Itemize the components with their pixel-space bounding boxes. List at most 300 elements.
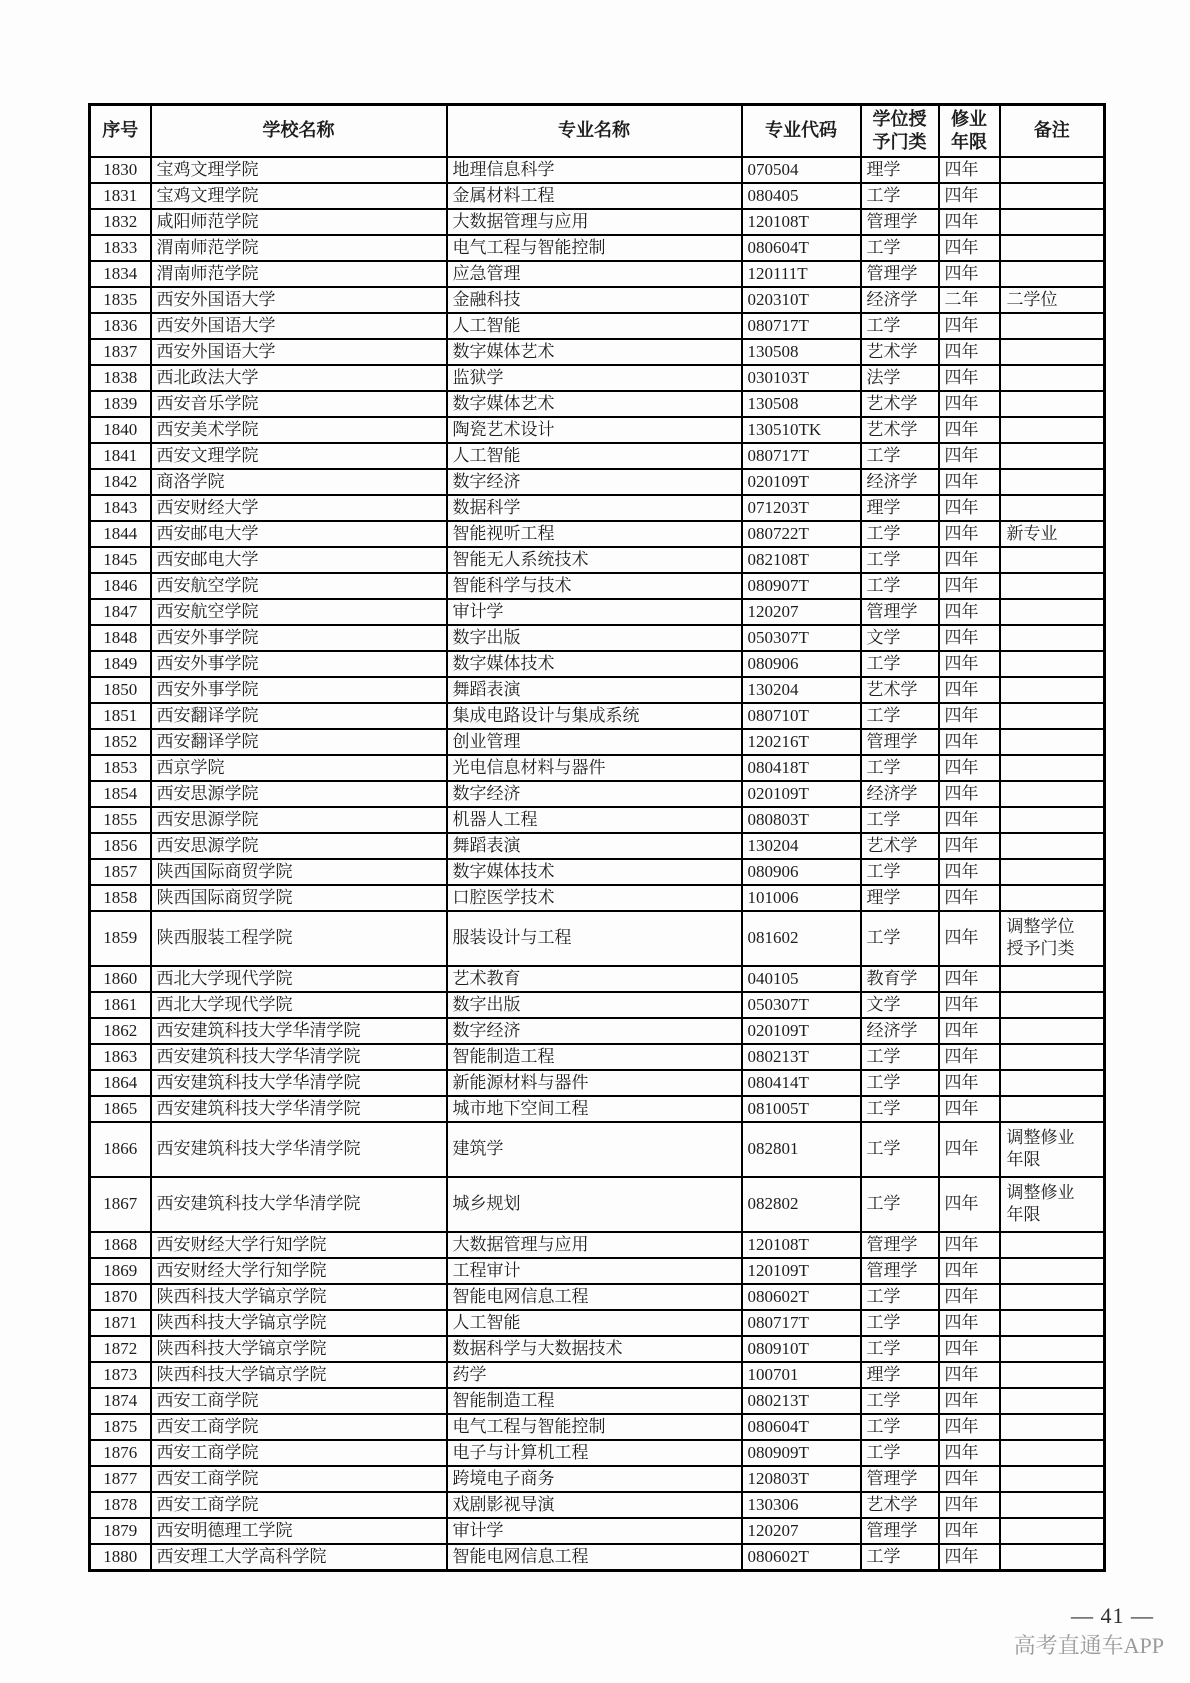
cell-no: 1874	[90, 1388, 151, 1414]
cell-degree: 工学	[861, 1177, 939, 1232]
cell-major: 金融科技	[447, 287, 742, 313]
cell-no: 1850	[90, 677, 151, 703]
cell-major: 数据科学	[447, 495, 742, 521]
cell-years: 四年	[939, 992, 1000, 1018]
cell-school: 陕西科技大学镐京学院	[151, 1362, 447, 1388]
cell-code: 071203T	[742, 495, 861, 521]
cell-no: 1844	[90, 521, 151, 547]
cell-school: 渭南师范学院	[151, 261, 447, 287]
cell-remark	[1000, 729, 1105, 755]
cell-remark	[1000, 885, 1105, 911]
cell-years: 四年	[939, 1492, 1000, 1518]
cell-school: 西安理工大学高科学院	[151, 1544, 447, 1571]
cell-no: 1836	[90, 313, 151, 339]
cell-years: 四年	[939, 157, 1000, 183]
cell-remark	[1000, 339, 1105, 365]
table-row	[90, 1492, 1105, 1518]
cell-code: 080213T	[742, 1388, 861, 1414]
cell-school: 西安财经大学行知学院	[151, 1258, 447, 1284]
cell-no: 1859	[90, 911, 151, 966]
cell-years: 四年	[939, 677, 1000, 703]
table-row	[90, 755, 1105, 781]
cell-degree: 理学	[861, 1362, 939, 1388]
cell-school: 西安航空学院	[151, 599, 447, 625]
cell-code: 130510TK	[742, 417, 861, 443]
table-row	[90, 313, 1105, 339]
cell-degree: 工学	[861, 807, 939, 833]
cell-major: 智能视听工程	[447, 521, 742, 547]
cell-code: 080710T	[742, 703, 861, 729]
cell-degree: 艺术学	[861, 391, 939, 417]
table-row	[90, 781, 1105, 807]
cell-remark	[1000, 781, 1105, 807]
cell-school: 西安外事学院	[151, 651, 447, 677]
cell-major: 大数据管理与应用	[447, 1232, 742, 1258]
cell-degree: 文学	[861, 625, 939, 651]
table-row	[90, 1122, 1105, 1177]
cell-degree: 工学	[861, 1284, 939, 1310]
cell-remark	[1000, 677, 1105, 703]
cell-major: 监狱学	[447, 365, 742, 391]
cell-degree: 工学	[861, 1070, 939, 1096]
cell-code: 020310T	[742, 287, 861, 313]
cell-no: 1855	[90, 807, 151, 833]
cell-degree: 工学	[861, 1096, 939, 1122]
table-row	[90, 1177, 1105, 1232]
cell-major: 人工智能	[447, 1310, 742, 1336]
cell-major: 数字经济	[447, 469, 742, 495]
cell-no: 1832	[90, 209, 151, 235]
cell-years: 四年	[939, 1414, 1000, 1440]
cell-major: 陶瓷艺术设计	[447, 417, 742, 443]
cell-years: 四年	[939, 911, 1000, 966]
table-row	[90, 885, 1105, 911]
cell-remark	[1000, 235, 1105, 261]
table-row	[90, 859, 1105, 885]
cell-code: 030103T	[742, 365, 861, 391]
cell-no: 1835	[90, 287, 151, 313]
cell-major: 应急管理	[447, 261, 742, 287]
cell-degree: 艺术学	[861, 677, 939, 703]
cell-no: 1866	[90, 1122, 151, 1177]
cell-code: 080722T	[742, 521, 861, 547]
cell-school: 西北大学现代学院	[151, 966, 447, 992]
cell-remark	[1000, 495, 1105, 521]
cell-remark	[1000, 469, 1105, 495]
cell-remark	[1000, 1018, 1105, 1044]
cell-no: 1870	[90, 1284, 151, 1310]
table-row	[90, 1018, 1105, 1044]
cell-school: 西安外事学院	[151, 677, 447, 703]
cell-no: 1871	[90, 1310, 151, 1336]
cell-code: 120108T	[742, 209, 861, 235]
cell-major: 电子与计算机工程	[447, 1440, 742, 1466]
cell-years: 四年	[939, 807, 1000, 833]
table-row	[90, 391, 1105, 417]
cell-degree: 工学	[861, 183, 939, 209]
cell-no: 1876	[90, 1440, 151, 1466]
cell-school: 西安明德理工学院	[151, 1518, 447, 1544]
cell-no: 1877	[90, 1466, 151, 1492]
cell-years: 四年	[939, 885, 1000, 911]
cell-remark	[1000, 1284, 1105, 1310]
cell-years: 四年	[939, 313, 1000, 339]
cell-degree: 艺术学	[861, 1492, 939, 1518]
cell-years: 四年	[939, 966, 1000, 992]
cell-degree: 工学	[861, 573, 939, 599]
cell-no: 1842	[90, 469, 151, 495]
cell-years: 四年	[939, 1284, 1000, 1310]
cell-no: 1853	[90, 755, 151, 781]
cell-code: 120803T	[742, 1466, 861, 1492]
col-header-remark: 备注	[1000, 105, 1105, 157]
majors-table	[88, 103, 1106, 1572]
cell-major: 审计学	[447, 1518, 742, 1544]
cell-no: 1869	[90, 1258, 151, 1284]
cell-school: 西安翻译学院	[151, 703, 447, 729]
cell-degree: 经济学	[861, 1018, 939, 1044]
table-row	[90, 417, 1105, 443]
cell-code: 120109T	[742, 1258, 861, 1284]
cell-code: 080906	[742, 859, 861, 885]
cell-degree: 管理学	[861, 261, 939, 287]
cell-school: 西安音乐学院	[151, 391, 447, 417]
cell-code: 080213T	[742, 1044, 861, 1070]
cell-no: 1865	[90, 1096, 151, 1122]
cell-no: 1838	[90, 365, 151, 391]
cell-major: 电气工程与智能控制	[447, 1414, 742, 1440]
cell-school: 西安建筑科技大学华清学院	[151, 1096, 447, 1122]
table-row	[90, 599, 1105, 625]
cell-remark	[1000, 365, 1105, 391]
cell-code: 020109T	[742, 469, 861, 495]
table-row	[90, 183, 1105, 209]
cell-school: 宝鸡文理学院	[151, 183, 447, 209]
cell-no: 1857	[90, 859, 151, 885]
cell-no: 1839	[90, 391, 151, 417]
cell-major: 建筑学	[447, 1122, 742, 1177]
cell-no: 1851	[90, 703, 151, 729]
cell-years: 四年	[939, 1258, 1000, 1284]
cell-remark	[1000, 209, 1105, 235]
cell-remark	[1000, 1336, 1105, 1362]
cell-code: 120207	[742, 1518, 861, 1544]
cell-no: 1843	[90, 495, 151, 521]
table-row	[90, 1518, 1105, 1544]
cell-school: 西安外国语大学	[151, 287, 447, 313]
cell-school: 宝鸡文理学院	[151, 157, 447, 183]
cell-years: 四年	[939, 755, 1000, 781]
cell-code: 020109T	[742, 1018, 861, 1044]
cell-school: 西安航空学院	[151, 573, 447, 599]
table-row	[90, 966, 1105, 992]
cell-school: 西安外国语大学	[151, 339, 447, 365]
table-row	[90, 807, 1105, 833]
cell-code: 080604T	[742, 1414, 861, 1440]
cell-school: 咸阳师范学院	[151, 209, 447, 235]
cell-code: 080907T	[742, 573, 861, 599]
cell-degree: 工学	[861, 651, 939, 677]
cell-code: 130508	[742, 339, 861, 365]
cell-school: 陕西服装工程学院	[151, 911, 447, 966]
cell-years: 四年	[939, 1518, 1000, 1544]
table-row	[90, 209, 1105, 235]
cell-major: 创业管理	[447, 729, 742, 755]
cell-school: 西安思源学院	[151, 833, 447, 859]
cell-school: 西安文理学院	[151, 443, 447, 469]
table-row	[90, 1096, 1105, 1122]
cell-major: 智能科学与技术	[447, 573, 742, 599]
cell-code: 050307T	[742, 992, 861, 1018]
cell-degree: 工学	[861, 703, 939, 729]
cell-major: 大数据管理与应用	[447, 209, 742, 235]
table-body	[90, 157, 1105, 1571]
cell-code: 082802	[742, 1177, 861, 1232]
cell-school: 西安外国语大学	[151, 313, 447, 339]
cell-remark	[1000, 313, 1105, 339]
cell-school: 陕西科技大学镐京学院	[151, 1310, 447, 1336]
cell-major: 光电信息材料与器件	[447, 755, 742, 781]
cell-remark: 调整修业年限	[1000, 1122, 1105, 1177]
cell-remark	[1000, 1258, 1105, 1284]
cell-no: 1860	[90, 966, 151, 992]
table-row	[90, 1388, 1105, 1414]
cell-major: 机器人工程	[447, 807, 742, 833]
cell-no: 1831	[90, 183, 151, 209]
cell-major: 口腔医学技术	[447, 885, 742, 911]
cell-degree: 工学	[861, 1044, 939, 1070]
cell-no: 1830	[90, 157, 151, 183]
cell-remark	[1000, 859, 1105, 885]
cell-school: 陕西科技大学镐京学院	[151, 1336, 447, 1362]
cell-code: 130204	[742, 833, 861, 859]
cell-remark	[1000, 1518, 1105, 1544]
cell-no: 1847	[90, 599, 151, 625]
cell-school: 西安财经大学行知学院	[151, 1232, 447, 1258]
cell-major: 戏剧影视导演	[447, 1492, 742, 1518]
table-row	[90, 1284, 1105, 1310]
cell-years: 四年	[939, 1544, 1000, 1571]
cell-remark	[1000, 1440, 1105, 1466]
cell-years: 四年	[939, 1440, 1000, 1466]
cell-no: 1841	[90, 443, 151, 469]
cell-code: 080604T	[742, 235, 861, 261]
cell-years: 四年	[939, 625, 1000, 651]
cell-code: 080405	[742, 183, 861, 209]
cell-degree: 工学	[861, 1336, 939, 1362]
cell-school: 西安建筑科技大学华清学院	[151, 1044, 447, 1070]
cell-years: 四年	[939, 469, 1000, 495]
table-row	[90, 365, 1105, 391]
cell-years: 四年	[939, 235, 1000, 261]
cell-years: 四年	[939, 1122, 1000, 1177]
cell-no: 1873	[90, 1362, 151, 1388]
table-row	[90, 1336, 1105, 1362]
table-row	[90, 1362, 1105, 1388]
cell-code: 120207	[742, 599, 861, 625]
cell-code: 081602	[742, 911, 861, 966]
cell-no: 1880	[90, 1544, 151, 1571]
cell-no: 1848	[90, 625, 151, 651]
cell-remark: 调整学位授予门类	[1000, 911, 1105, 966]
cell-remark	[1000, 547, 1105, 573]
cell-degree: 理学	[861, 495, 939, 521]
table-row	[90, 157, 1105, 183]
cell-major: 药学	[447, 1362, 742, 1388]
cell-remark: 新专业	[1000, 521, 1105, 547]
table-row	[90, 651, 1105, 677]
table-row	[90, 469, 1105, 495]
cell-code: 080418T	[742, 755, 861, 781]
cell-major: 城乡规划	[447, 1177, 742, 1232]
cell-years: 四年	[939, 1070, 1000, 1096]
cell-degree: 管理学	[861, 599, 939, 625]
cell-degree: 经济学	[861, 287, 939, 313]
cell-degree: 工学	[861, 755, 939, 781]
cell-degree: 理学	[861, 885, 939, 911]
cell-no: 1864	[90, 1070, 151, 1096]
cell-school: 西京学院	[151, 755, 447, 781]
table-row	[90, 1070, 1105, 1096]
cell-years: 四年	[939, 1388, 1000, 1414]
cell-no: 1849	[90, 651, 151, 677]
cell-years: 四年	[939, 1310, 1000, 1336]
cell-code: 080909T	[742, 1440, 861, 1466]
cell-degree: 艺术学	[861, 339, 939, 365]
cell-no: 1845	[90, 547, 151, 573]
table-row	[90, 1044, 1105, 1070]
cell-years: 四年	[939, 1336, 1000, 1362]
cell-degree: 法学	[861, 365, 939, 391]
cell-code: 081005T	[742, 1096, 861, 1122]
cell-degree: 艺术学	[861, 833, 939, 859]
col-header-degree: 学位授予门类	[861, 105, 939, 157]
table-row	[90, 625, 1105, 651]
cell-school: 西安工商学院	[151, 1388, 447, 1414]
cell-remark	[1000, 599, 1105, 625]
cell-degree: 管理学	[861, 729, 939, 755]
table-row	[90, 339, 1105, 365]
cell-remark: 调整修业年限	[1000, 1177, 1105, 1232]
table-row	[90, 703, 1105, 729]
cell-code: 130204	[742, 677, 861, 703]
cell-no: 1863	[90, 1044, 151, 1070]
cell-remark	[1000, 1414, 1105, 1440]
cell-remark	[1000, 417, 1105, 443]
cell-degree: 工学	[861, 859, 939, 885]
cell-remark	[1000, 1492, 1105, 1518]
cell-code: 050307T	[742, 625, 861, 651]
col-header-years: 修业年限	[939, 105, 1000, 157]
cell-major: 智能制造工程	[447, 1044, 742, 1070]
cell-major: 金属材料工程	[447, 183, 742, 209]
cell-school: 西安建筑科技大学华清学院	[151, 1018, 447, 1044]
cell-remark	[1000, 573, 1105, 599]
cell-school: 陕西国际商贸学院	[151, 885, 447, 911]
cell-years: 四年	[939, 573, 1000, 599]
cell-code: 080910T	[742, 1336, 861, 1362]
cell-code: 040105	[742, 966, 861, 992]
cell-code: 120108T	[742, 1232, 861, 1258]
cell-remark	[1000, 1388, 1105, 1414]
cell-degree: 工学	[861, 1122, 939, 1177]
cell-major: 人工智能	[447, 443, 742, 469]
cell-code: 100701	[742, 1362, 861, 1388]
table-row	[90, 573, 1105, 599]
cell-remark: 二学位	[1000, 287, 1105, 313]
cell-major: 智能无人系统技术	[447, 547, 742, 573]
cell-major: 舞蹈表演	[447, 677, 742, 703]
cell-major: 地理信息科学	[447, 157, 742, 183]
cell-remark	[1000, 833, 1105, 859]
cell-no: 1867	[90, 1177, 151, 1232]
cell-school: 西安思源学院	[151, 807, 447, 833]
table-row	[90, 1414, 1105, 1440]
cell-degree: 文学	[861, 992, 939, 1018]
cell-major: 数字经济	[447, 781, 742, 807]
cell-code: 082801	[742, 1122, 861, 1177]
cell-major: 数字经济	[447, 1018, 742, 1044]
cell-code: 080717T	[742, 1310, 861, 1336]
cell-remark	[1000, 807, 1105, 833]
cell-remark	[1000, 625, 1105, 651]
cell-degree: 工学	[861, 313, 939, 339]
cell-degree: 工学	[861, 1414, 939, 1440]
col-header-major: 专业名称	[447, 105, 742, 157]
cell-remark	[1000, 755, 1105, 781]
cell-major: 集成电路设计与集成系统	[447, 703, 742, 729]
cell-remark	[1000, 157, 1105, 183]
cell-remark	[1000, 966, 1105, 992]
cell-code: 080602T	[742, 1284, 861, 1310]
cell-major: 数字媒体艺术	[447, 339, 742, 365]
cell-years: 四年	[939, 1018, 1000, 1044]
cell-code: 130306	[742, 1492, 861, 1518]
cell-years: 四年	[939, 547, 1000, 573]
cell-major: 数据科学与大数据技术	[447, 1336, 742, 1362]
cell-school: 西安思源学院	[151, 781, 447, 807]
cell-school: 西安工商学院	[151, 1440, 447, 1466]
cell-school: 西安工商学院	[151, 1466, 447, 1492]
cell-code: 080602T	[742, 1544, 861, 1571]
cell-years: 四年	[939, 1466, 1000, 1492]
cell-remark	[1000, 1232, 1105, 1258]
cell-remark	[1000, 1466, 1105, 1492]
cell-major: 审计学	[447, 599, 742, 625]
col-header-school: 学校名称	[151, 105, 447, 157]
cell-major: 艺术教育	[447, 966, 742, 992]
cell-years: 四年	[939, 521, 1000, 547]
table-row	[90, 677, 1105, 703]
table-row	[90, 1544, 1105, 1571]
cell-major: 数字出版	[447, 992, 742, 1018]
table-row	[90, 729, 1105, 755]
cell-remark	[1000, 1070, 1105, 1096]
cell-school: 陕西国际商贸学院	[151, 859, 447, 885]
cell-years: 四年	[939, 365, 1000, 391]
cell-major: 人工智能	[447, 313, 742, 339]
cell-years: 四年	[939, 651, 1000, 677]
cell-code: 130508	[742, 391, 861, 417]
cell-school: 西安邮电大学	[151, 547, 447, 573]
cell-remark	[1000, 261, 1105, 287]
cell-remark	[1000, 391, 1105, 417]
cell-school: 西安翻译学院	[151, 729, 447, 755]
cell-code: 082108T	[742, 547, 861, 573]
cell-remark	[1000, 1310, 1105, 1336]
cell-degree: 工学	[861, 1388, 939, 1414]
cell-degree: 工学	[861, 1544, 939, 1571]
